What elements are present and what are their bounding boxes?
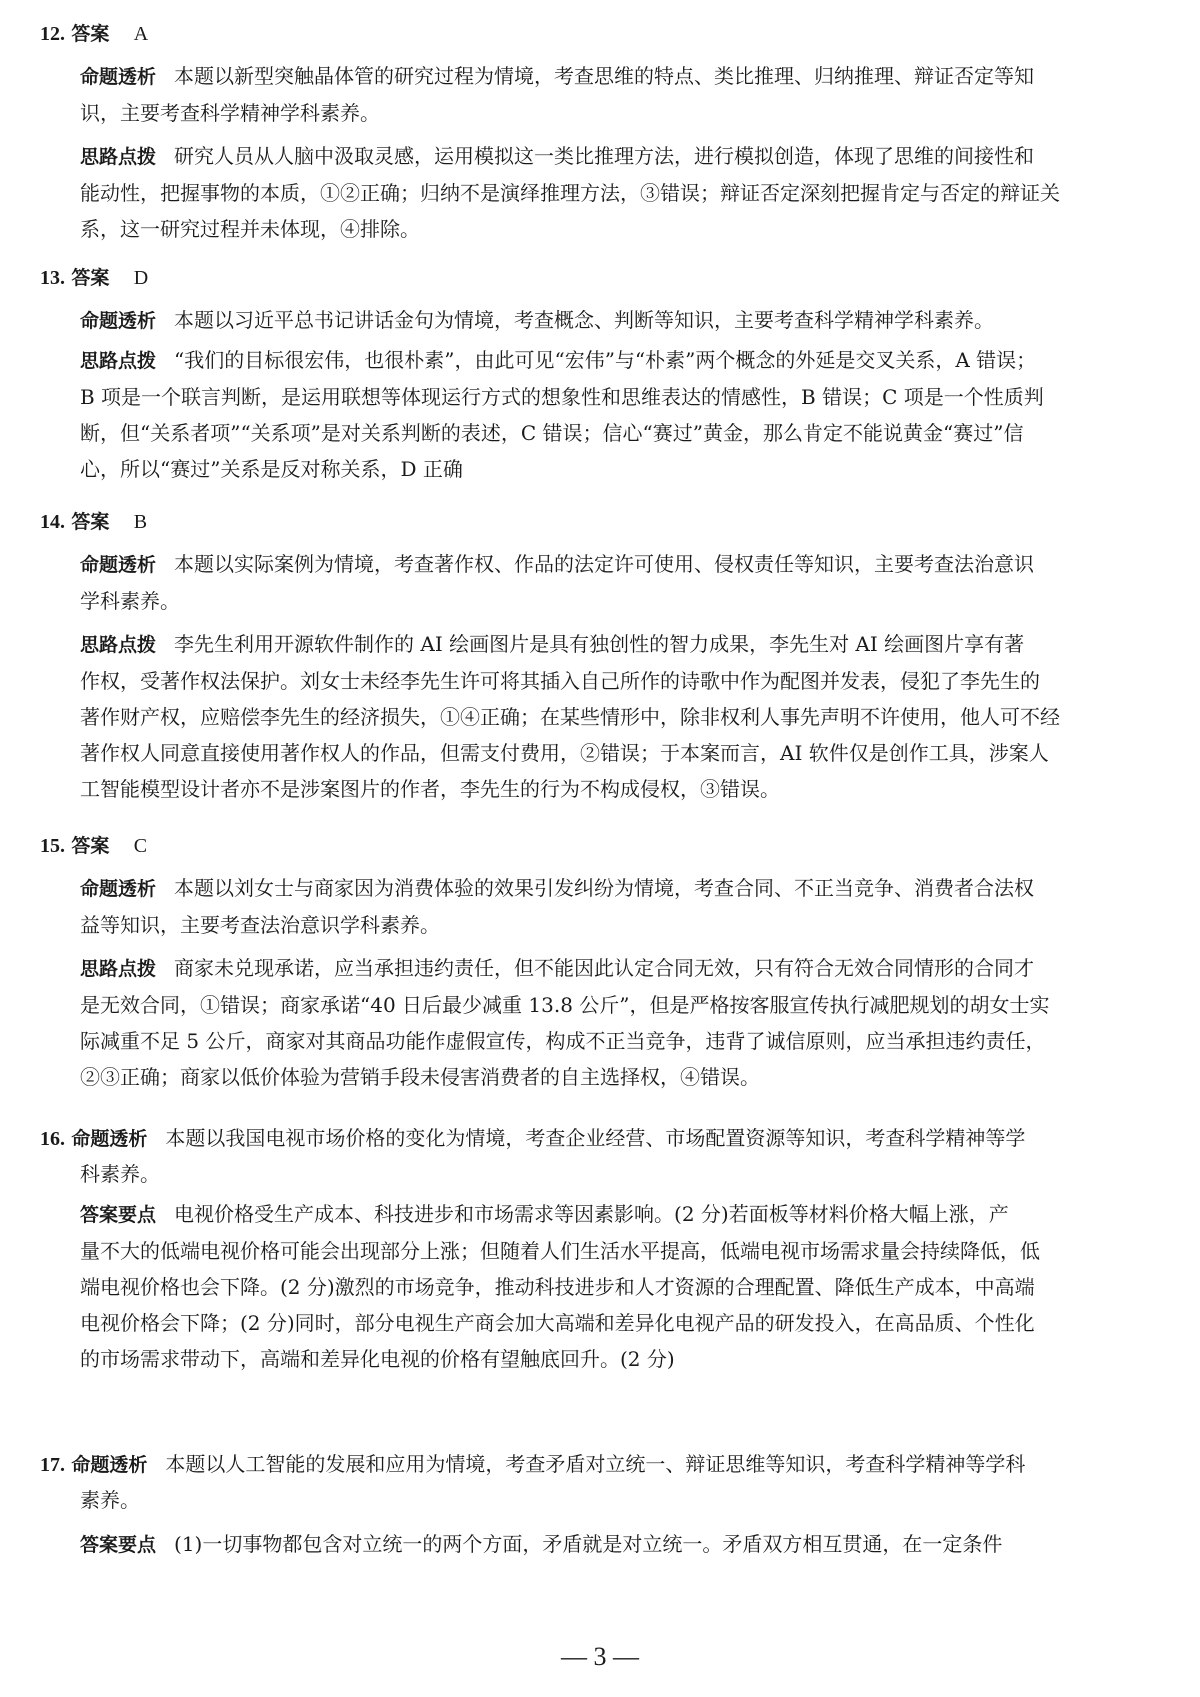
q12-analysis-label: 思路点拨	[80, 146, 157, 168]
q14-header	[40, 508, 1160, 535]
q16-intent-text-1: 本题以我国电视市场价格的变化为情境，考查企业经营、市场配置资源等知识，考查科学精神等学	[165, 1126, 1026, 1150]
q16-points	[80, 1196, 1160, 1377]
page-number: — 3 —	[561, 1642, 639, 1671]
q15-header	[40, 832, 1160, 859]
q13-analysis-text-4: 心，所以“赛过”关系是反对称关系，D 正确	[80, 457, 463, 481]
q13-number: 13.	[40, 267, 65, 289]
q15-analysis-text-1: 商家未兑现承诺，应当承担违约责任，但不能因此认定合同无效，只有符合无效合同情形的合同才	[174, 956, 1035, 980]
q14-number: 14.	[40, 511, 65, 533]
q16-points-text-5: 的市场需求带动下，高端和差异化电视的价格有望触底回升。(2 分)	[80, 1347, 675, 1371]
q14-intent-text-1: 本题以实际案例为情境，考查著作权、作品的法定许可使用、侵权责任等知识，主要考查法治意识	[174, 552, 1035, 576]
q14-analysis-text-2: 作权，受著作权法保护。刘女士未经李先生许可将其插入自己所作的诗歌中作为配图并发表，侵犯了李先生的	[80, 669, 1040, 693]
q15-analysis-text-3: 际减重不足 5 公斤，商家对其商品功能作虚假宣传，构成不正当竞争，违背了诚信原则，应当承担违约责任，	[80, 1029, 1046, 1053]
q14-analysis-text-1: 李先生利用开源软件制作的 AI 绘画图片是具有独创性的智力成果，李先生对 AI 绘画图片享有著	[174, 632, 1025, 656]
q17-intent-cont	[80, 1482, 1160, 1518]
q16-points-text-1: 电视价格受生产成本、科技进步和市场需求等因素影响。(2 分)若面板等材料价格大幅上涨，产	[174, 1202, 1009, 1226]
q15-intent	[80, 870, 1160, 943]
q16-intent-cont	[80, 1156, 1160, 1192]
q16-number: 16.	[40, 1128, 65, 1150]
q13-analysis	[80, 342, 1160, 487]
q12-number: 12.	[40, 23, 65, 45]
q16-points-label: 答案要点	[80, 1204, 157, 1226]
q14-analysis-text-3: 著作财产权，应赔偿李先生的经济损失，①④正确；在某些情形中，除非权利人事先声明不许使用，他人可不经	[80, 705, 1060, 729]
q16-points-text-4: 电视价格会下降；(2 分)同时，部分电视生产商会加大高端和差异化电视产品的研发投入，在高品质、个性化	[80, 1311, 1035, 1335]
q12-intent-text-1: 本题以新型突触晶体管的研究过程为情境，考查思维的特点、类比推理、归纳推理、辩证否定等知	[174, 64, 1035, 88]
q17-intent-text-1: 本题以人工智能的发展和应用为情境，考查矛盾对立统一、辩证思维等知识，考查科学精神等学科	[165, 1452, 1026, 1476]
q15-intent-label: 命题透析	[80, 878, 157, 900]
q12-intent	[80, 58, 1160, 131]
q15-intent-text-1: 本题以刘女士与商家因为消费体验的效果引发纠纷为情境，考查合同、不正当竞争、消费者合法权	[174, 876, 1035, 900]
q14-analysis-text-5: 工智能模型设计者亦不是涉案图片的作者，李先生的行为不构成侵权，③错误。	[80, 777, 780, 801]
q15-answer-label: 答案	[71, 835, 110, 857]
q13-intent	[80, 302, 1160, 339]
q17-points-text-1: (1)一切事物都包含对立统一的两个方面，矛盾就是对立统一。矛盾双方相互贯通，在一定条件	[174, 1532, 1003, 1556]
q15-analysis	[80, 950, 1160, 1095]
q13-intent-text-1: 本题以习近平总书记讲话金句为情境，考查概念、判断等知识，主要考查科学精神学科素养。	[174, 308, 995, 332]
q14-intent	[80, 546, 1160, 619]
q13-answer: D	[133, 267, 149, 289]
q14-answer-label: 答案	[71, 511, 110, 533]
q12-intent-text-2: 识，主要考查科学精神学科素养。	[80, 101, 380, 125]
q15-answer: C	[133, 835, 148, 857]
q17-points	[80, 1526, 1160, 1563]
q14-intent-text-2: 学科素养。	[80, 589, 180, 613]
q17-block	[40, 1446, 1160, 1483]
q15-analysis-text-2: 是无效合同，①错误；商家承诺“40 日后最少减重 13.8 公斤”，但是严格按客服宣传执行减肥规划的胡女士实	[80, 993, 1050, 1017]
q14-analysis	[80, 626, 1160, 807]
q15-number: 15.	[40, 835, 65, 857]
q12-analysis-text-2: 能动性，把握事物的本质，①②正确；归纳不是演绎推理方法，③错误；辩证否定深刻把握肯定与否定的辩证关	[80, 181, 1060, 205]
q16-points-text-2: 量不大的低端电视价格可能会出现部分上涨；但随着人们生活水平提高，低端电视市场需求量会持续降低，低	[80, 1239, 1040, 1263]
q17-points-label: 答案要点	[80, 1534, 157, 1556]
q13-analysis-text-2: B 项是一个联言判断，是运用联想等体现运行方式的想象性和思维表达的情感性，B 错误；C 项是一个性质判	[80, 385, 1044, 409]
q17-intent-text-2: 素养。	[80, 1488, 140, 1512]
q16-intent-label: 命题透析	[71, 1128, 148, 1150]
q15-analysis-label: 思路点拨	[80, 958, 157, 980]
q12-analysis	[80, 138, 1160, 247]
q14-intent-label: 命题透析	[80, 554, 157, 576]
q14-analysis-label: 思路点拨	[80, 634, 157, 656]
q13-answer-label: 答案	[71, 267, 110, 289]
q14-answer: B	[133, 511, 148, 533]
q12-answer: A	[133, 23, 149, 45]
q15-analysis-text-4: ②③正确；商家以低价体验为营销手段未侵害消费者的自主选择权，④错误。	[80, 1065, 760, 1089]
q13-analysis-text-1: “我们的目标很宏伟，也很朴素”，由此可见“宏伟”与“朴素”两个概念的外延是交叉关系，A 错误；	[174, 348, 1037, 372]
q12-header	[40, 20, 1160, 47]
q13-intent-label: 命题透析	[80, 310, 157, 332]
q16-points-text-3: 端电视价格也会下降。(2 分)激烈的市场竞争，推动科技进步和人才资源的合理配置、降低生产成本，中高端	[80, 1275, 1035, 1299]
q12-intent-label: 命题透析	[80, 66, 157, 88]
q15-intent-text-2: 益等知识，主要考查法治意识学科素养。	[80, 913, 440, 937]
q14-analysis-text-4: 著作权人同意直接使用著作权人的作品，但需支付费用，②错误；于本案而言，AI 软件仅是创作工具，涉案人	[80, 741, 1049, 765]
q16-block	[40, 1120, 1160, 1157]
q17-number: 17.	[40, 1454, 65, 1476]
q17-intent-label: 命题透析	[71, 1454, 148, 1476]
q13-header	[40, 264, 1160, 291]
q13-analysis-text-3: 断，但“关系者项”“关系项”是对关系判断的表述，C 错误；信心“赛过”黄金，那么肯定不能说黄金“赛过”信	[80, 421, 1024, 445]
q12-answer-label: 答案	[71, 23, 110, 45]
q12-analysis-text-3: 系，这一研究过程并未体现，④排除。	[80, 217, 420, 241]
q16-intent-text-2: 科素养。	[80, 1162, 160, 1186]
q12-analysis-text-1: 研究人员从人脑中汲取灵感，运用模拟这一类比推理方法，进行模拟创造，体现了思维的间接性和	[174, 144, 1035, 168]
q13-analysis-label: 思路点拨	[80, 350, 157, 372]
